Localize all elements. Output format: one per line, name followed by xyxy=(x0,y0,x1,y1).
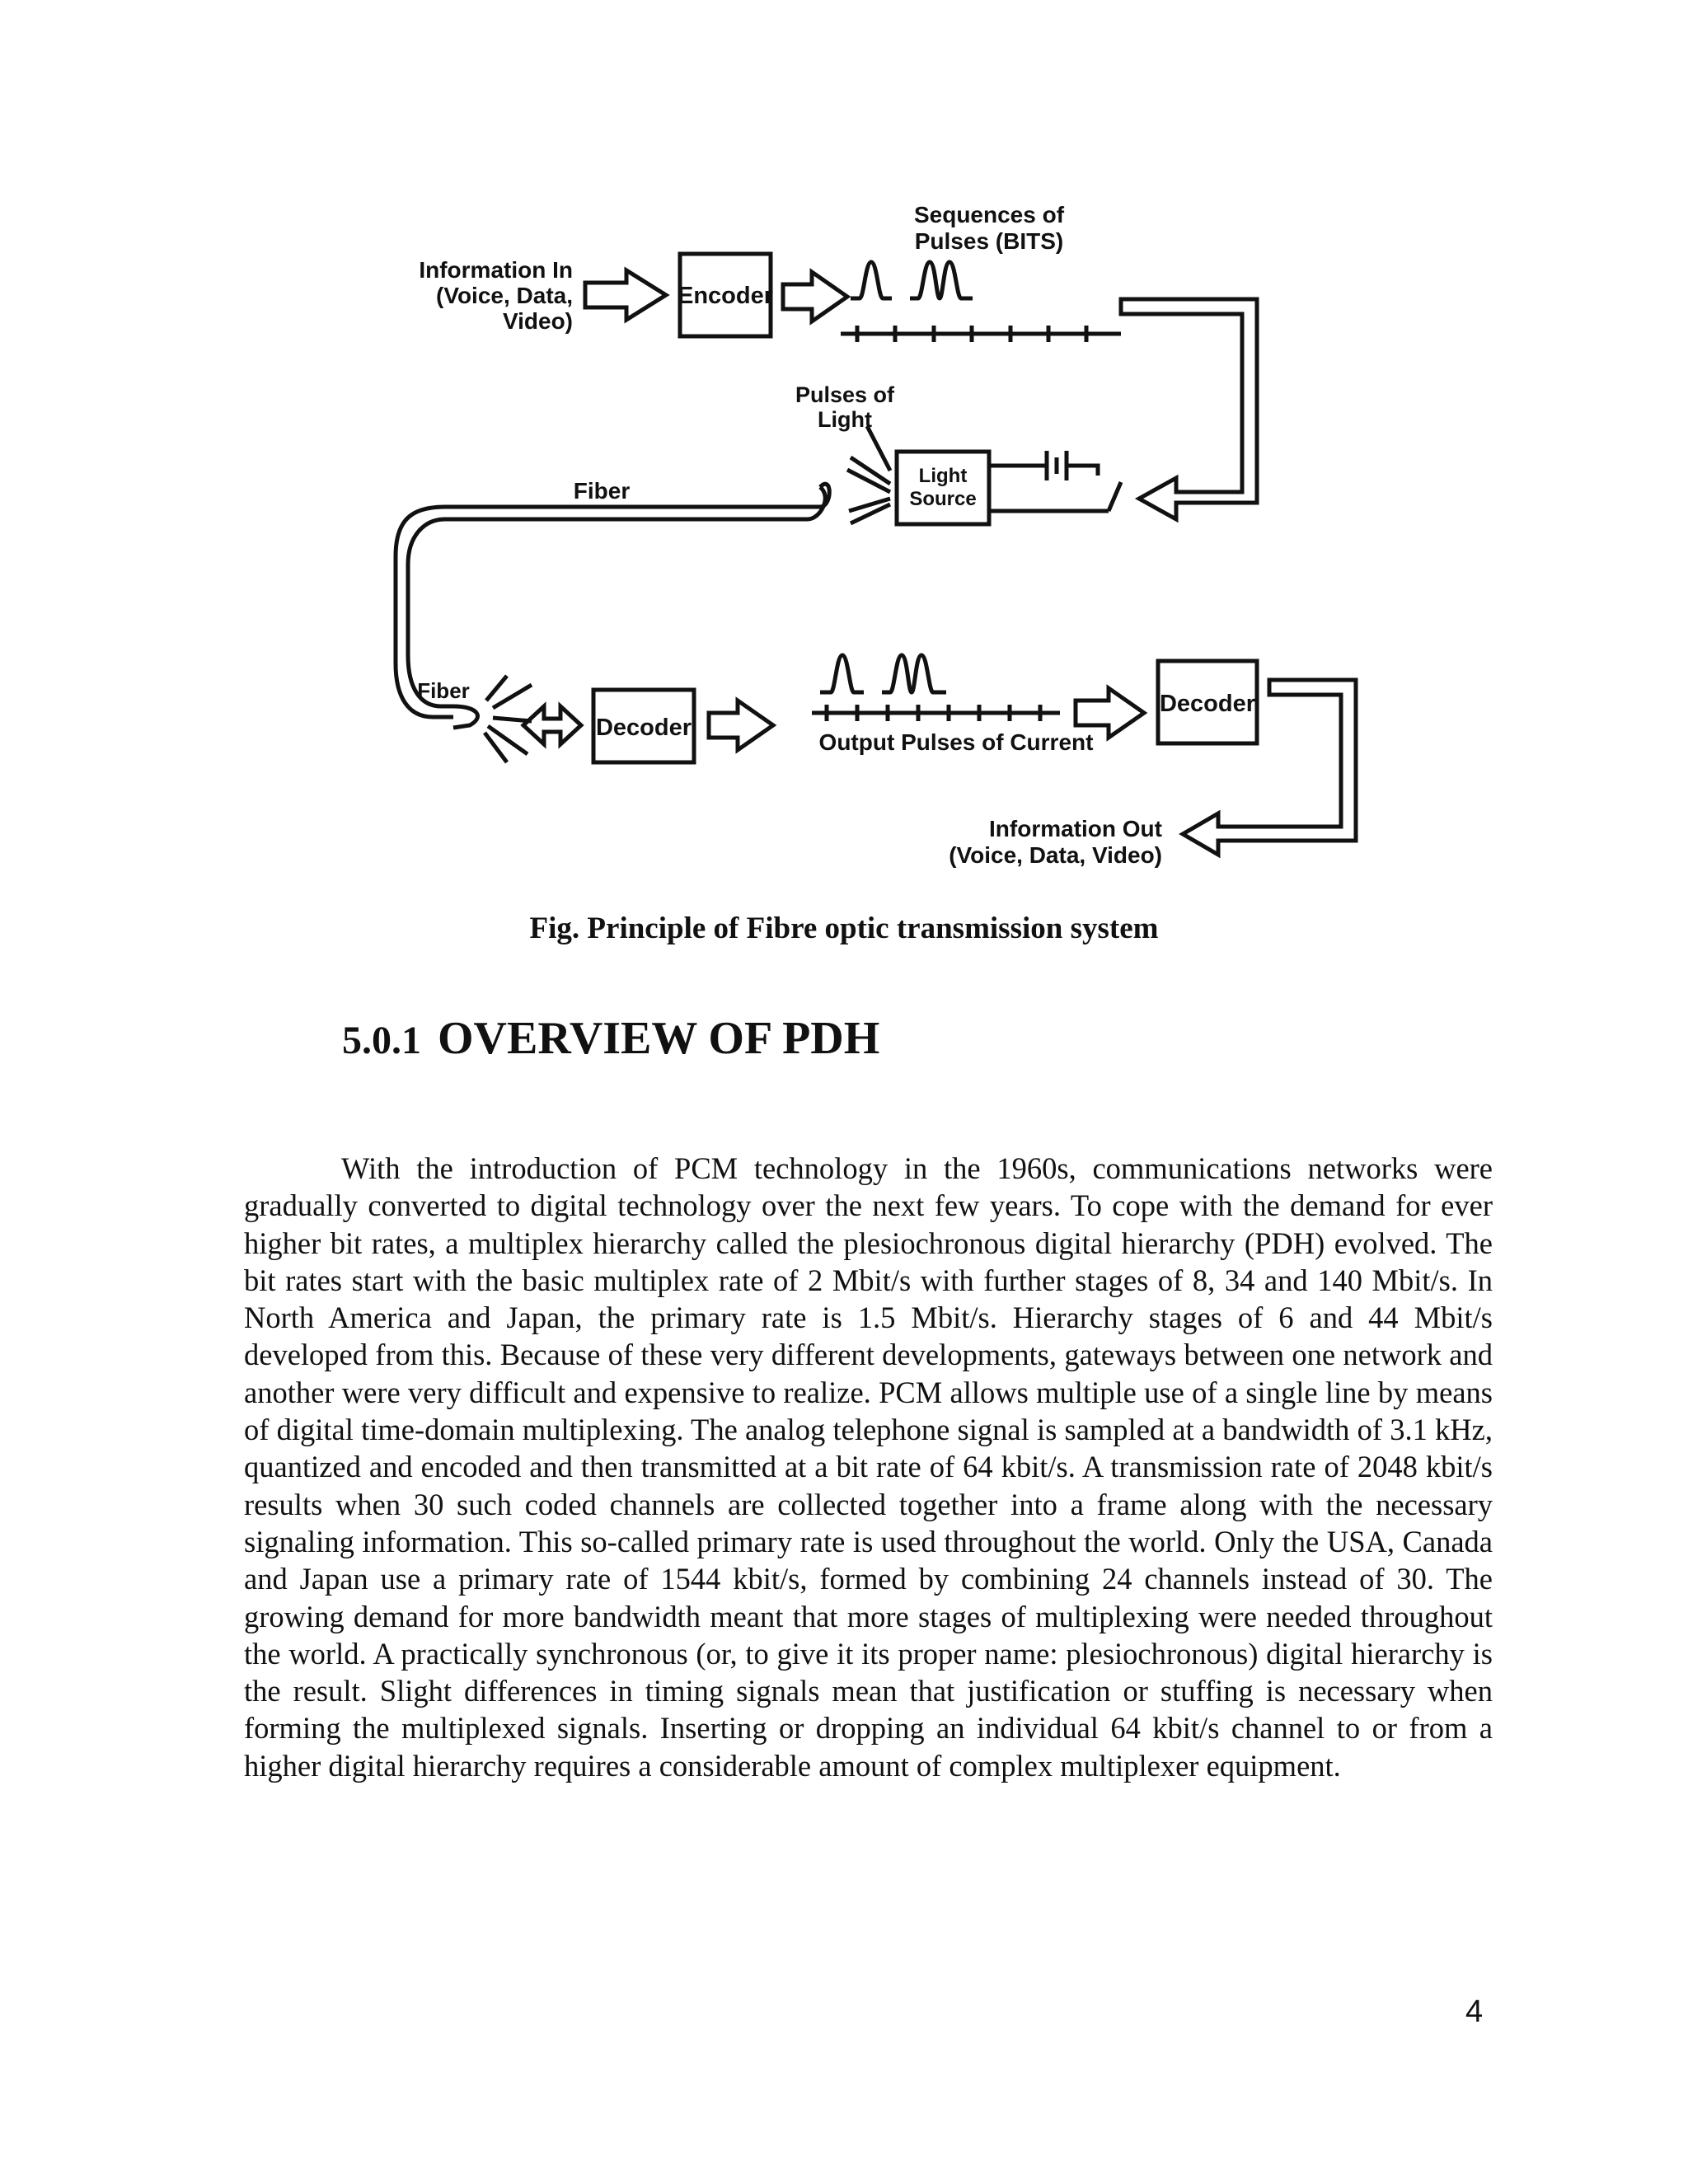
sequences-label-line1: Sequences of xyxy=(913,202,1065,227)
fiber-end-bottom xyxy=(453,706,478,728)
info-out-label-line1: Information Out xyxy=(989,816,1162,841)
info-in-label-line3: Video) xyxy=(502,308,573,334)
arrow-decoder-to-pulses xyxy=(709,701,773,750)
arrow-to-decoder-left xyxy=(523,706,581,744)
return-path-top xyxy=(1121,299,1257,519)
figure-caption: Fig. Principle of Fibre optic transmission system xyxy=(529,912,1159,945)
section-number: 5.0.1 xyxy=(342,1019,421,1062)
section-heading xyxy=(342,1012,879,1065)
decoder-left-label: Decoder xyxy=(595,715,692,741)
pulses-of-light-label-line2: Light xyxy=(818,407,872,432)
info-in-label-line2: (Voice, Data, xyxy=(436,283,573,308)
light-rays-receiver xyxy=(485,676,532,762)
info-out-label-line2: (Voice, Data, Video) xyxy=(949,842,1162,868)
arrow-to-encoder xyxy=(585,270,666,320)
light-source-label-line1: Light xyxy=(918,465,968,487)
bit-axis-top xyxy=(841,326,1121,342)
decoder-right-label: Decoder xyxy=(1159,691,1256,717)
section-title: OVERVIEW OF PDH xyxy=(438,1013,880,1064)
fiber-top-label: Fiber xyxy=(573,478,631,504)
arrow-encoder-to-pulses xyxy=(783,272,847,321)
fiber-bottom-label: Fiber xyxy=(417,678,470,703)
pulses-of-light-label-line1: Pulses of xyxy=(795,382,895,407)
sequences-label-line2: Pulses (BITS) xyxy=(914,228,1064,254)
fibre-optic-diagram xyxy=(346,185,1418,902)
bit-axis-bottom xyxy=(812,705,1060,721)
output-pulses-label: Output Pulses of Current xyxy=(818,729,1094,755)
battery-circuit xyxy=(989,451,1121,511)
info-in-label-line1: Information In xyxy=(419,257,573,283)
light-source-label-line2: Source xyxy=(909,488,977,510)
encoder-label: Encoder xyxy=(677,283,774,309)
pulse-train-top xyxy=(851,262,973,298)
page-number: 4 xyxy=(1465,1994,1484,2029)
light-rays-source xyxy=(847,426,890,523)
body-paragraph: With the introduction of PCM technology in the 1960s, communications networks were gradually converted to digital technology over the next few years. To cope with the demand for ever higher bit rates, a multiplex hierarchy called the plesiochronous digital hierarchy (PDH) evolved. The bit rates start with the basic multiplex rate of 2 Mbit/s with further stages of 8, 34 and 140 Mbit/s. In North America and Japan, the primary rate is 1.5 Mbit/s. Hierarchy stages of 6 and 44 Mbit/s developed from this. Because of these very different developments, gateways between one network and another were very difficult and expensive to realize. PCM allows multiple use of a single line by means of digital time-domain multiplexing. The analog telephone signal is sampled at a bandwidth of 3.1 kHz, quantized and encoded and then transmitted at a bit rate of 64 kbit/s. A transmission rate of 2048 kbit/s results when 30 such coded channels are collected together into a frame along with the necessary signaling information. This so-called primary rate is used throughout the world. Only the USA, Canada and Japan use a primary rate of 1544 kbit/s, formed by combining 24 channels instead of 30. The growing demand for more bandwidth meant that more stages of multiplexing were needed throughout the world. A practically synchronous (or, to give it its proper name: plesiochronous) digital hierarchy is the result. Slight differences in timing signals mean that justification or stuffing is necessary when forming the multiplexed signals. Inserting or dropping an individual 64 kbit/s channel to or from a higher digital hierarchy requires a considerable amount of complex multiplexer equipment. xyxy=(244,1151,1493,1783)
pulse-train-bottom xyxy=(820,655,946,692)
